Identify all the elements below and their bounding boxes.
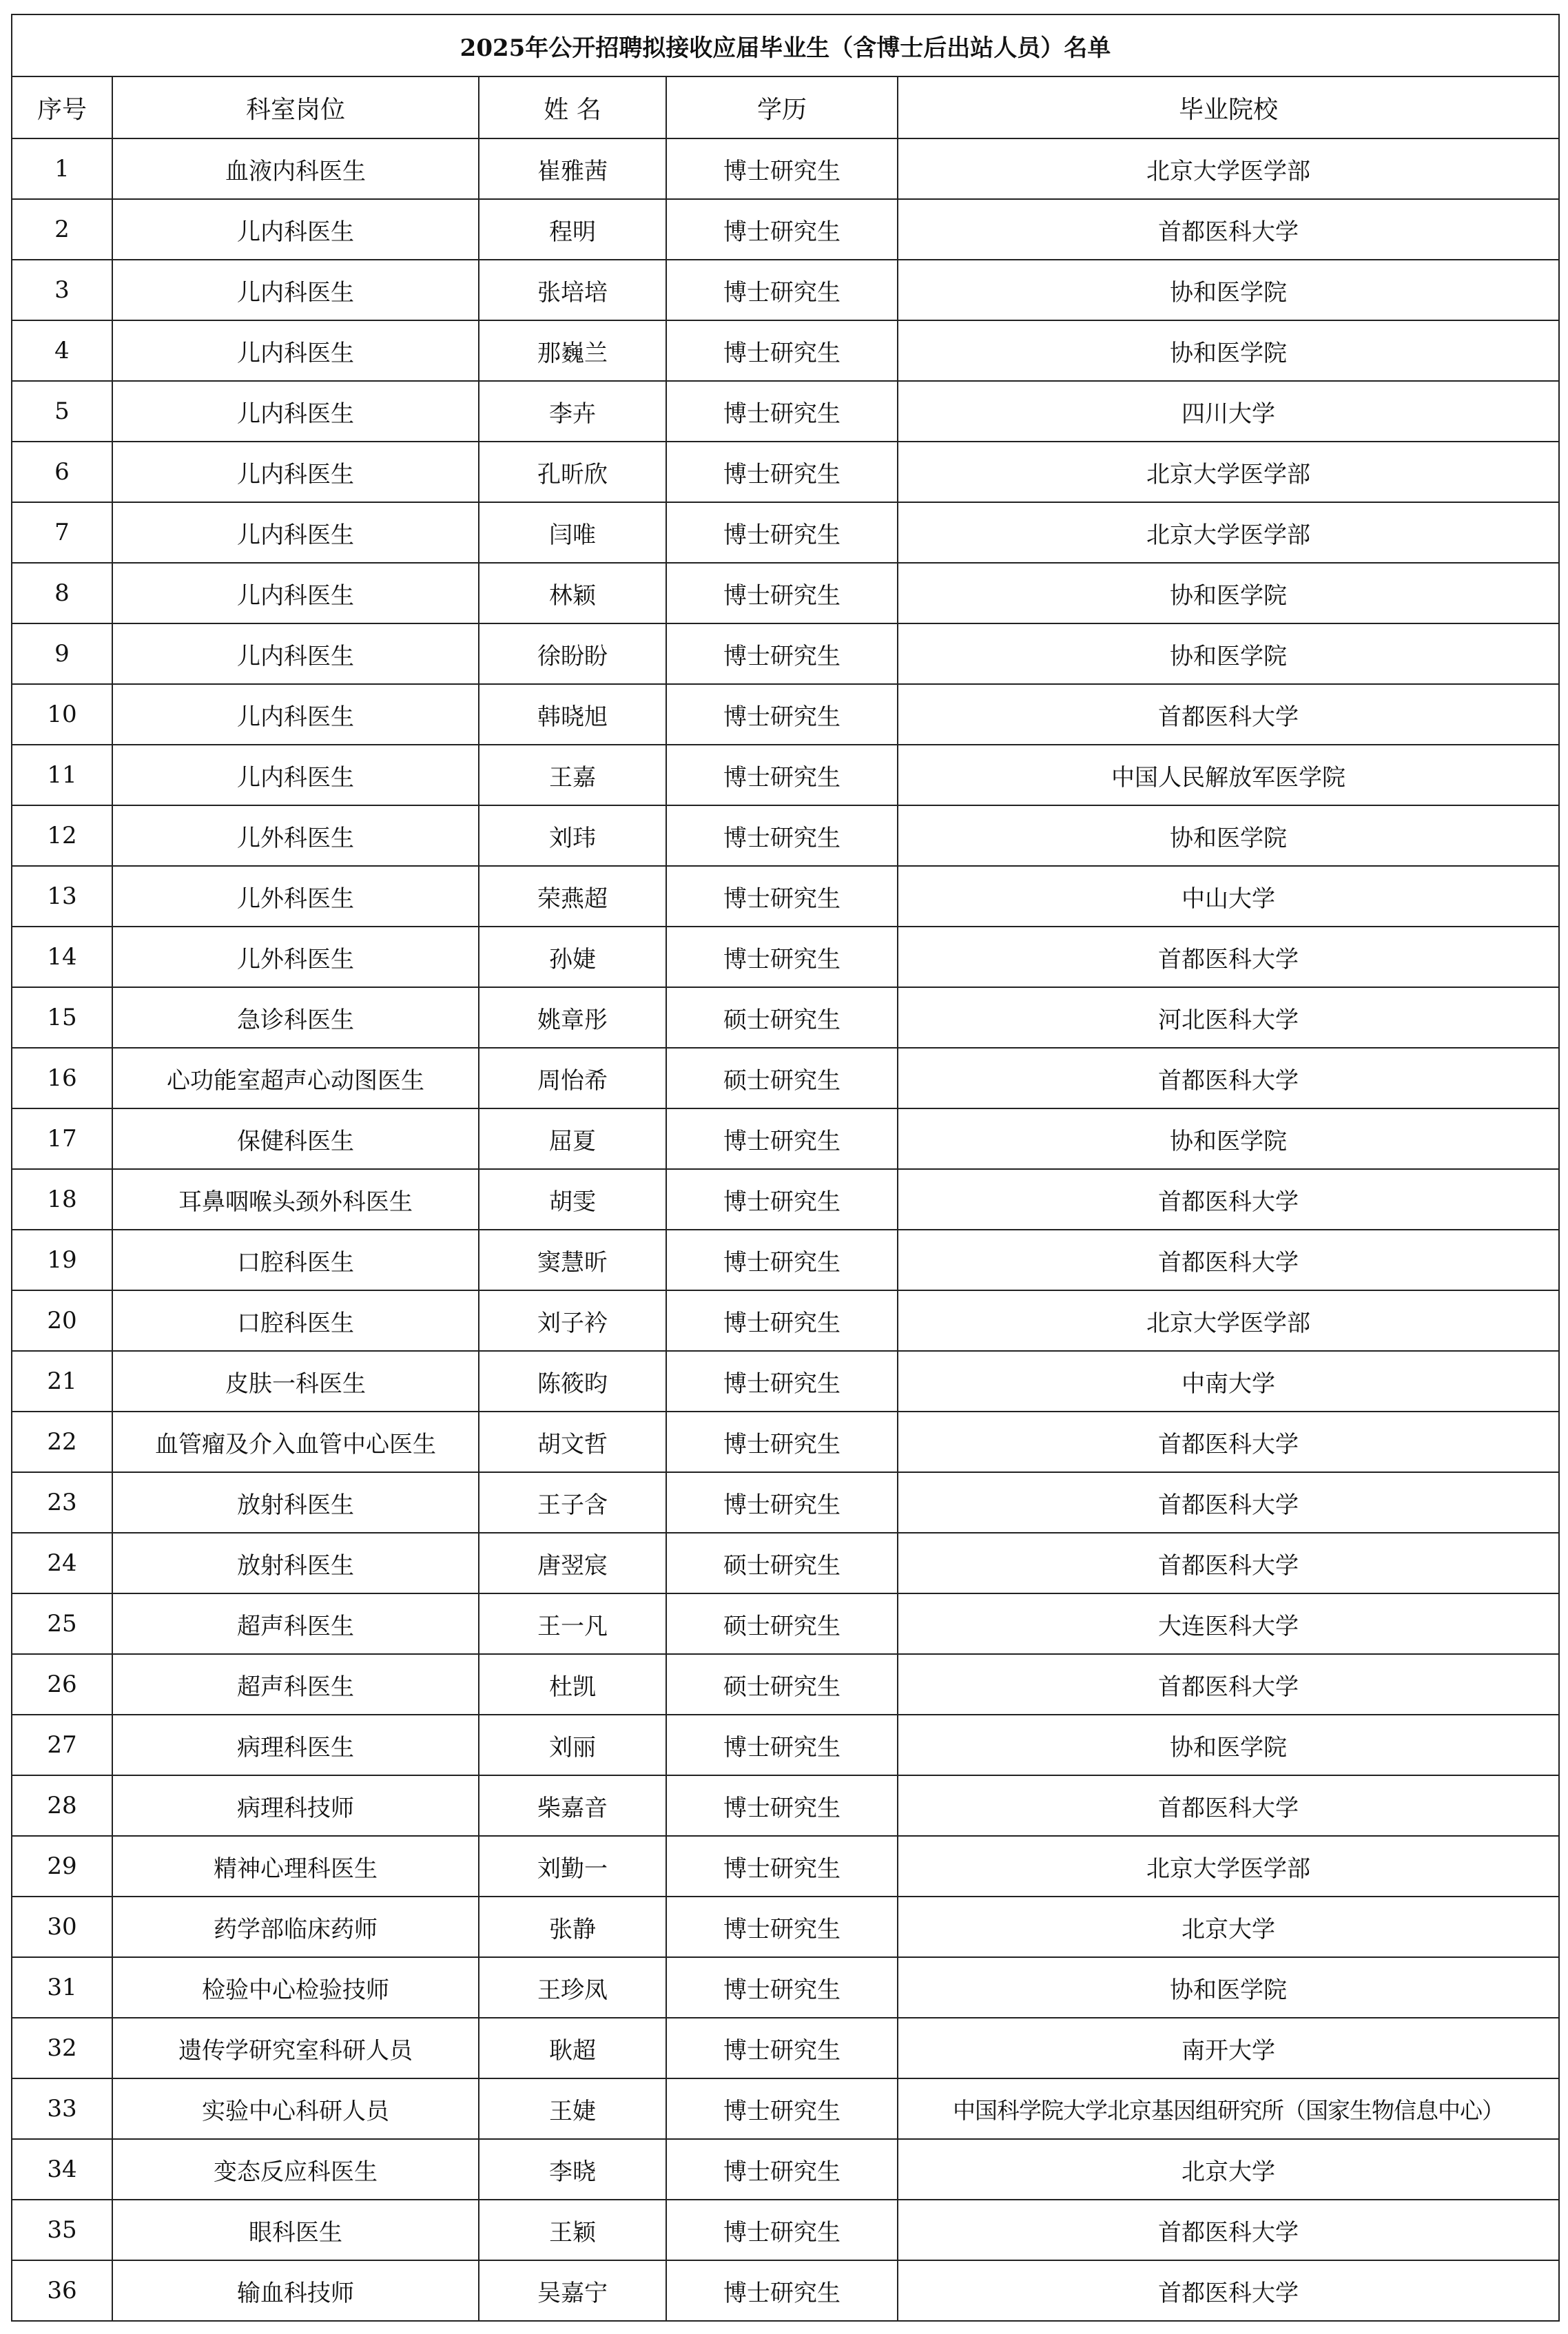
cell-no: 17: [12, 1108, 112, 1169]
cell-dept: 儿内科医生: [112, 745, 479, 805]
cell-dept: 血管瘤及介入血管中心医生: [112, 1412, 479, 1472]
cell-dept: 口腔科医生: [112, 1230, 479, 1290]
cell-school: 协和医学院: [898, 260, 1559, 320]
table-row: [12, 1533, 1559, 1593]
cell-edu: 博士研究生: [666, 1230, 898, 1290]
cell-school: 首都医科大学: [898, 1230, 1559, 1290]
cell-name: 韩晓旭: [479, 684, 666, 745]
cell-no: 8: [12, 563, 112, 623]
cell-edu: 博士研究生: [666, 805, 898, 866]
cell-no: 26: [12, 1654, 112, 1715]
cell-dept: 儿内科医生: [112, 502, 479, 563]
cell-name: 李卉: [479, 381, 666, 442]
cell-edu: 博士研究生: [666, 1290, 898, 1351]
cell-school: 首都医科大学: [898, 1169, 1559, 1230]
cell-no: 31: [12, 1957, 112, 2018]
cell-school: 首都医科大学: [898, 2260, 1559, 2321]
cell-edu: 博士研究生: [666, 442, 898, 502]
table-row: [12, 2139, 1559, 2200]
cell-no: 13: [12, 866, 112, 927]
cell-school: 四川大学: [898, 381, 1559, 442]
cell-dept: 儿内科医生: [112, 623, 479, 684]
cell-school: 北京大学医学部: [898, 442, 1559, 502]
page-title: 2025年公开招聘拟接收应届毕业生（含博士后出站人员）名单: [12, 14, 1559, 76]
cell-school: 首都医科大学: [898, 199, 1559, 260]
cell-school: 首都医科大学: [898, 1048, 1559, 1108]
cell-edu: 硕士研究生: [666, 1593, 898, 1654]
cell-dept: 儿内科医生: [112, 260, 479, 320]
cell-edu: 博士研究生: [666, 2078, 898, 2139]
cell-school: 协和医学院: [898, 1957, 1559, 2018]
cell-name: 柴嘉音: [479, 1775, 666, 1836]
cell-no: 5: [12, 381, 112, 442]
cell-name: 陈筱昀: [479, 1351, 666, 1412]
cell-edu: 博士研究生: [666, 138, 898, 199]
cell-no: 27: [12, 1715, 112, 1775]
cell-no: 16: [12, 1048, 112, 1108]
cell-no: 30: [12, 1897, 112, 1957]
cell-dept: 口腔科医生: [112, 1290, 479, 1351]
cell-dept: 输血科技师: [112, 2260, 479, 2321]
table-row: [12, 2018, 1559, 2078]
table-row: [12, 805, 1559, 866]
cell-dept: 精神心理科医生: [112, 1836, 479, 1897]
cell-name: 胡文哲: [479, 1412, 666, 1472]
cell-school: 北京大学医学部: [898, 138, 1559, 199]
table-row: [12, 320, 1559, 381]
cell-school: 北京大学: [898, 2139, 1559, 2200]
cell-no: 2: [12, 199, 112, 260]
cell-dept: 超声科医生: [112, 1654, 479, 1715]
cell-no: 32: [12, 2018, 112, 2078]
cell-dept: 儿内科医生: [112, 199, 479, 260]
cell-edu: 博士研究生: [666, 1472, 898, 1533]
cell-edu: 博士研究生: [666, 745, 898, 805]
table-row: [12, 1290, 1559, 1351]
cell-school: 首都医科大学: [898, 1472, 1559, 1533]
cell-dept: 儿内科医生: [112, 684, 479, 745]
cell-dept: 放射科医生: [112, 1533, 479, 1593]
cell-edu: 博士研究生: [666, 1775, 898, 1836]
cell-name: 张培培: [479, 260, 666, 320]
table-row: [12, 502, 1559, 563]
cell-no: 22: [12, 1412, 112, 1472]
cell-school: 北京大学医学部: [898, 1290, 1559, 1351]
cell-dept: 儿内科医生: [112, 320, 479, 381]
cell-school: 协和医学院: [898, 320, 1559, 381]
cell-no: 14: [12, 927, 112, 987]
cell-dept: 药学部临床药师: [112, 1897, 479, 1957]
cell-name: 屈夏: [479, 1108, 666, 1169]
cell-edu: 博士研究生: [666, 623, 898, 684]
table-row: [12, 927, 1559, 987]
cell-edu: 博士研究生: [666, 866, 898, 927]
cell-no: 6: [12, 442, 112, 502]
cell-edu: 博士研究生: [666, 502, 898, 563]
table-row: [12, 1472, 1559, 1533]
cell-name: 王婕: [479, 2078, 666, 2139]
cell-name: 姚章彤: [479, 987, 666, 1048]
header-name: 姓 名: [479, 76, 666, 138]
cell-edu: 博士研究生: [666, 563, 898, 623]
cell-name: 孙婕: [479, 927, 666, 987]
cell-school: 首都医科大学: [898, 1412, 1559, 1472]
cell-edu: 硕士研究生: [666, 1533, 898, 1593]
cell-dept: 儿外科医生: [112, 805, 479, 866]
table-body: [12, 138, 1559, 2321]
cell-dept: 变态反应科医生: [112, 2139, 479, 2200]
cell-edu: 博士研究生: [666, 2200, 898, 2260]
cell-edu: 博士研究生: [666, 199, 898, 260]
cell-dept: 病理科技师: [112, 1775, 479, 1836]
cell-name: 王嘉: [479, 745, 666, 805]
table-row: [12, 2200, 1559, 2260]
cell-no: 9: [12, 623, 112, 684]
cell-no: 1: [12, 138, 112, 199]
cell-edu: 硕士研究生: [666, 987, 898, 1048]
cell-name: 王一凡: [479, 1593, 666, 1654]
cell-edu: 博士研究生: [666, 2139, 898, 2200]
cell-school: 北京大学医学部: [898, 1836, 1559, 1897]
table-row: [12, 381, 1559, 442]
table-row: [12, 260, 1559, 320]
cell-edu: 博士研究生: [666, 684, 898, 745]
table-row: [12, 138, 1559, 199]
cell-name: 刘子衿: [479, 1290, 666, 1351]
cell-edu: 博士研究生: [666, 927, 898, 987]
cell-dept: 儿内科医生: [112, 442, 479, 502]
cell-name: 荣燕超: [479, 866, 666, 927]
cell-name: 程明: [479, 199, 666, 260]
cell-name: 胡雯: [479, 1169, 666, 1230]
cell-school: 中山大学: [898, 866, 1559, 927]
cell-no: 34: [12, 2139, 112, 2200]
cell-school: 中国科学院大学北京基因组研究所（国家生物信息中心）: [898, 2078, 1559, 2139]
cell-no: 3: [12, 260, 112, 320]
cell-dept: 儿外科医生: [112, 866, 479, 927]
cell-edu: 博士研究生: [666, 320, 898, 381]
cell-no: 36: [12, 2260, 112, 2321]
cell-name: 王颖: [479, 2200, 666, 2260]
cell-dept: 超声科医生: [112, 1593, 479, 1654]
table-row: [12, 987, 1559, 1048]
cell-dept: 眼科医生: [112, 2200, 479, 2260]
cell-school: 首都医科大学: [898, 1775, 1559, 1836]
cell-edu: 博士研究生: [666, 1897, 898, 1957]
cell-edu: 博士研究生: [666, 1715, 898, 1775]
cell-name: 闫唯: [479, 502, 666, 563]
cell-name: 徐盼盼: [479, 623, 666, 684]
table-row: [12, 684, 1559, 745]
cell-no: 19: [12, 1230, 112, 1290]
cell-school: 河北医科大学: [898, 987, 1559, 1048]
cell-name: 刘勤一: [479, 1836, 666, 1897]
cell-edu: 博士研究生: [666, 1836, 898, 1897]
cell-name: 林颖: [479, 563, 666, 623]
cell-dept: 实验中心科研人员: [112, 2078, 479, 2139]
cell-dept: 皮肤一科医生: [112, 1351, 479, 1412]
cell-edu: 博士研究生: [666, 1957, 898, 2018]
cell-name: 刘玮: [479, 805, 666, 866]
cell-school: 协和医学院: [898, 805, 1559, 866]
table-row: [12, 1169, 1559, 1230]
cell-school: 首都医科大学: [898, 927, 1559, 987]
table-row: [12, 563, 1559, 623]
table-row: [12, 442, 1559, 502]
cell-no: 20: [12, 1290, 112, 1351]
cell-edu: 博士研究生: [666, 2260, 898, 2321]
cell-no: 35: [12, 2200, 112, 2260]
table-row: [12, 199, 1559, 260]
cell-name: 唐翌宸: [479, 1533, 666, 1593]
table-row: [12, 2260, 1559, 2321]
table-row: [12, 1775, 1559, 1836]
table-row: [12, 1230, 1559, 1290]
title-row: [12, 14, 1559, 76]
cell-edu: 博士研究生: [666, 260, 898, 320]
cell-dept: 保健科医生: [112, 1108, 479, 1169]
header-dept: 科室岗位: [112, 76, 479, 138]
cell-school: 北京大学: [898, 1897, 1559, 1957]
table-row: [12, 1836, 1559, 1897]
cell-no: 7: [12, 502, 112, 563]
header-edu: 学历: [666, 76, 898, 138]
cell-dept: 儿内科医生: [112, 563, 479, 623]
cell-edu: 博士研究生: [666, 1108, 898, 1169]
cell-no: 11: [12, 745, 112, 805]
table-row: [12, 1048, 1559, 1108]
table-row: [12, 1412, 1559, 1472]
cell-name: 窦慧昕: [479, 1230, 666, 1290]
cell-no: 10: [12, 684, 112, 745]
cell-edu: 博士研究生: [666, 1169, 898, 1230]
cell-no: 18: [12, 1169, 112, 1230]
cell-name: 张静: [479, 1897, 666, 1957]
cell-name: 王子含: [479, 1472, 666, 1533]
cell-school: 首都医科大学: [898, 1533, 1559, 1593]
cell-edu: 博士研究生: [666, 381, 898, 442]
cell-no: 33: [12, 2078, 112, 2139]
header-no: 序号: [12, 76, 112, 138]
cell-school: 中南大学: [898, 1351, 1559, 1412]
cell-no: 29: [12, 1836, 112, 1897]
cell-school: 大连医科大学: [898, 1593, 1559, 1654]
table-row: [12, 745, 1559, 805]
document-sheet: [11, 14, 1558, 2322]
table-row: [12, 866, 1559, 927]
cell-edu: 博士研究生: [666, 1351, 898, 1412]
cell-dept: 心功能室超声心动图医生: [112, 1048, 479, 1108]
cell-name: 那巍兰: [479, 320, 666, 381]
cell-dept: 儿外科医生: [112, 927, 479, 987]
table-row: [12, 1108, 1559, 1169]
cell-dept: 急诊科医生: [112, 987, 479, 1048]
cell-school: 协和医学院: [898, 623, 1559, 684]
table-row: [12, 1654, 1559, 1715]
cell-school: 协和医学院: [898, 563, 1559, 623]
cell-no: 28: [12, 1775, 112, 1836]
cell-no: 25: [12, 1593, 112, 1654]
table-row: [12, 1593, 1559, 1654]
cell-no: 23: [12, 1472, 112, 1533]
cell-dept: 儿内科医生: [112, 381, 479, 442]
cell-school: 首都医科大学: [898, 684, 1559, 745]
cell-name: 耿超: [479, 2018, 666, 2078]
cell-edu: 博士研究生: [666, 1412, 898, 1472]
cell-name: 李晓: [479, 2139, 666, 2200]
cell-name: 刘丽: [479, 1715, 666, 1775]
cell-school: 首都医科大学: [898, 2200, 1559, 2260]
cell-no: 4: [12, 320, 112, 381]
cell-no: 15: [12, 987, 112, 1048]
cell-name: 吴嘉宁: [479, 2260, 666, 2321]
cell-no: 24: [12, 1533, 112, 1593]
cell-school: 北京大学医学部: [898, 502, 1559, 563]
cell-school: 中国人民解放军医学院: [898, 745, 1559, 805]
table-row: [12, 623, 1559, 684]
cell-no: 12: [12, 805, 112, 866]
cell-edu: 硕士研究生: [666, 1654, 898, 1715]
cell-dept: 血液内科医生: [112, 138, 479, 199]
cell-dept: 耳鼻咽喉头颈外科医生: [112, 1169, 479, 1230]
cell-edu: 硕士研究生: [666, 1048, 898, 1108]
cell-school: 首都医科大学: [898, 1654, 1559, 1715]
cell-name: 杜凯: [479, 1654, 666, 1715]
cell-dept: 放射科医生: [112, 1472, 479, 1533]
cell-dept: 检验中心检验技师: [112, 1957, 479, 2018]
header-school: 毕业院校: [898, 76, 1559, 138]
cell-name: 王珍凤: [479, 1957, 666, 2018]
cell-school: 协和医学院: [898, 1108, 1559, 1169]
table-row: [12, 2078, 1559, 2139]
cell-edu: 博士研究生: [666, 2018, 898, 2078]
cell-name: 周怡希: [479, 1048, 666, 1108]
header-row: [12, 76, 1559, 138]
table-row: [12, 1351, 1559, 1412]
cell-dept: 遗传学研究室科研人员: [112, 2018, 479, 2078]
cell-no: 21: [12, 1351, 112, 1412]
cell-name: 孔昕欣: [479, 442, 666, 502]
table-row: [12, 1897, 1559, 1957]
candidate-table: [11, 14, 1560, 2322]
cell-school: 南开大学: [898, 2018, 1559, 2078]
cell-school: 协和医学院: [898, 1715, 1559, 1775]
table-row: [12, 1715, 1559, 1775]
cell-name: 崔雅茜: [479, 138, 666, 199]
table-row: [12, 1957, 1559, 2018]
cell-dept: 病理科医生: [112, 1715, 479, 1775]
